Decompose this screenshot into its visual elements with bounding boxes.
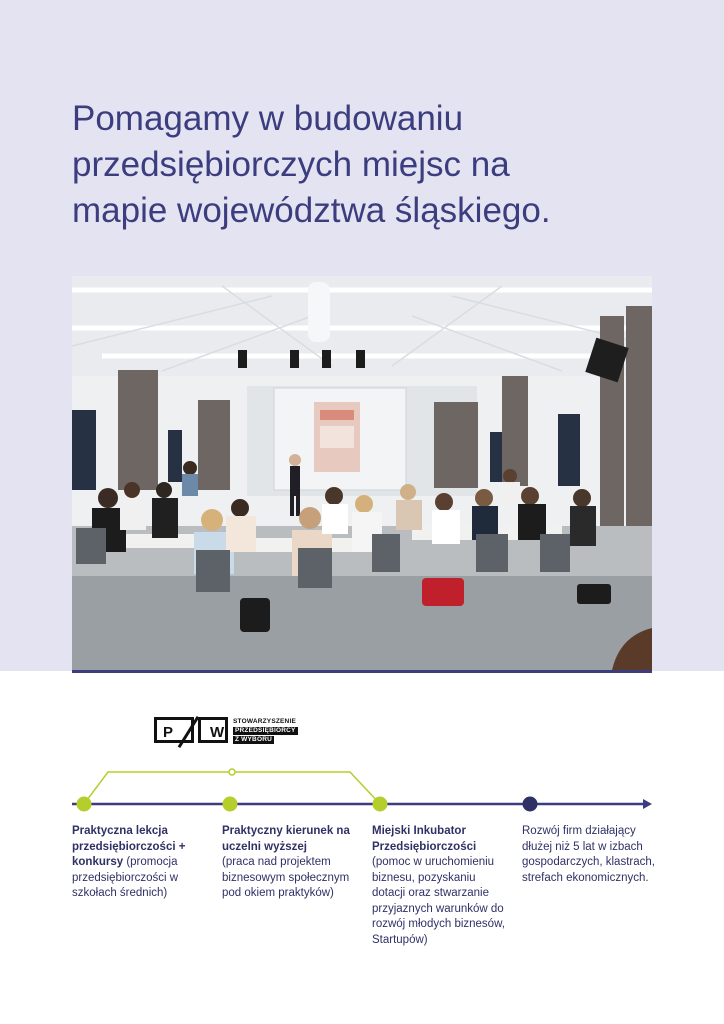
timeline-item-3-desc: (pomoc w uruchomieniu biznesu, pozyskaniu dotacji oraz stwarzanie przyjaznych warunków do rozwój młodych biznesów, Startupów) (372, 856, 505, 946)
timeline-item-1 (72, 824, 208, 902)
headline-line-1: Pomagamy w budowaniu (72, 99, 464, 138)
logo-wordmark (233, 718, 324, 744)
timeline-item-4-desc: Rozwój firm działający dłużej niż 5 lat w izbach gospodarczych, klastrach, strefach ekonomicznych. (522, 825, 655, 884)
timeline-item-1-desc: (promocja przedsiębiorczości w szkołach średnich) (72, 856, 179, 899)
page-headline (72, 96, 672, 234)
timeline-item-1-title: Praktyczna lekcja przedsiębiorczości + konkursy (72, 825, 186, 868)
logo-w-box (198, 717, 228, 743)
timeline-node-4 (523, 797, 538, 812)
logo-letter-p: P (163, 724, 174, 741)
logo-line-1: STOWARZYSZENIE (233, 718, 296, 725)
timeline-node-2 (223, 797, 238, 812)
timeline-node-1 (77, 797, 92, 812)
headline-line-3: mapie województwa śląskiego. (72, 191, 551, 230)
timeline-node-3 (373, 797, 388, 812)
timeline-arrow-icon (643, 799, 652, 809)
timeline-item-2-title: Praktyczny kierunek na uczelni wyższej (222, 825, 350, 853)
bracket-midpoint (229, 769, 235, 775)
brand-logo (154, 715, 324, 749)
logo-line-3: Z WYBORU (235, 736, 272, 743)
timeline-item-3-title: Miejski Inkubator Przedsiębiorczości (372, 825, 477, 853)
timeline-graphic (0, 760, 724, 820)
conference-photo (72, 276, 652, 673)
timeline-item-4 (522, 824, 658, 886)
timeline-item-3 (372, 824, 508, 948)
logo-letter-w: W (210, 724, 225, 741)
timeline-item-2 (222, 824, 358, 902)
logo-line-2: PRZEDSIĘBIORCY (235, 727, 296, 734)
timeline-item-2-desc: (praca nad projektem biznesowym społecznym pod okiem praktyków) (222, 856, 350, 899)
headline-line-2: przedsiębiorczych miejsc na (72, 145, 510, 184)
